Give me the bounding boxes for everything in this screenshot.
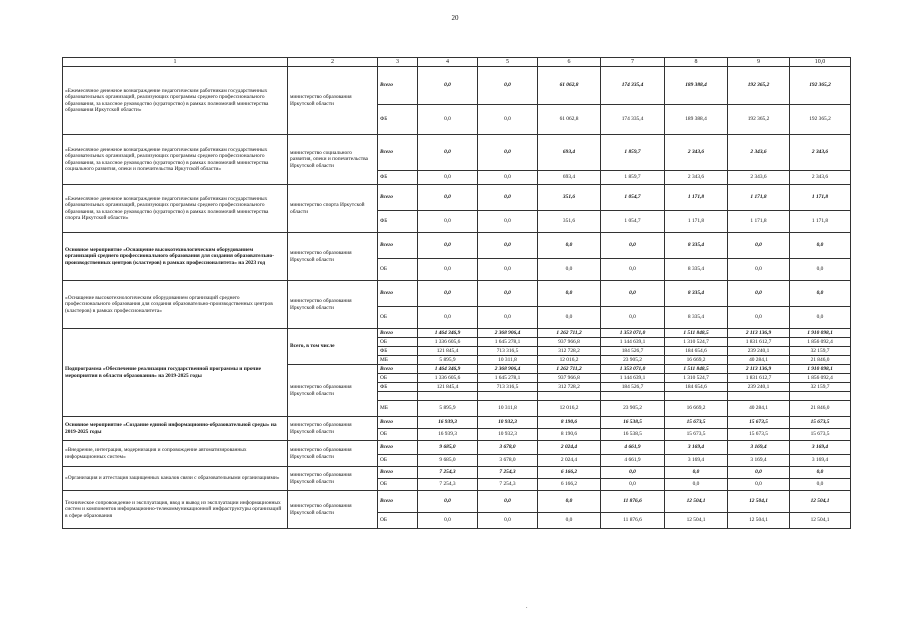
value-cell: 16 939,3 xyxy=(418,429,478,441)
executor-cell: министерство образования Иркутской области xyxy=(288,441,378,467)
table-row xyxy=(63,491,851,513)
value-cell: 0,0 xyxy=(601,233,665,259)
value-cell: 1 353 071,0 xyxy=(601,329,665,338)
value-cell: 0,0 xyxy=(478,135,538,171)
value-cell: 6 166,2 xyxy=(538,467,601,479)
value-cell: 15 673,5 xyxy=(790,429,851,441)
value-cell: 1 054,7 xyxy=(601,211,665,233)
value-cell: 0,0 xyxy=(478,233,538,259)
header-row xyxy=(63,58,851,67)
value-cell: 1 856 092,4 xyxy=(790,374,851,383)
value-cell: 3 169,4 xyxy=(665,455,728,467)
value-cell: 0,0 xyxy=(538,491,601,513)
value-cell: 1 464 346,9 xyxy=(418,329,478,338)
value-cell: 1 831 612,7 xyxy=(728,374,790,383)
funding-source-cell: Всего xyxy=(378,185,418,211)
executor-cell: Всего, в том числе xyxy=(288,329,378,365)
header-cell: 4 xyxy=(418,58,478,67)
value-cell: 1 511 848,5 xyxy=(665,329,728,338)
value-cell: 1 171,8 xyxy=(728,185,790,211)
funding-source-cell: Всего xyxy=(378,233,418,259)
funding-source-cell: ОБ xyxy=(378,338,418,347)
value-cell: 0,0 xyxy=(478,185,538,211)
value-cell: 1 144 639,1 xyxy=(601,338,665,347)
value-cell: 0,0 xyxy=(790,259,851,281)
value-cell: 1 262 711,2 xyxy=(538,329,601,338)
value-cell: 1 310 524,7 xyxy=(665,374,728,383)
value-cell xyxy=(790,392,851,401)
value-cell: 312 728,2 xyxy=(538,347,601,356)
value-cell: 189 388,4 xyxy=(665,67,728,105)
value-cell: 10 311,8 xyxy=(478,401,538,417)
value-cell: 3 169,4 xyxy=(728,455,790,467)
value-cell: 1 171,8 xyxy=(790,211,851,233)
funding-source-cell: ОБ xyxy=(378,307,418,329)
value-cell: 0,0 xyxy=(418,491,478,513)
value-cell: 9 685,0 xyxy=(418,455,478,467)
value-cell: 1 859,7 xyxy=(601,135,665,171)
value-cell: 1 910 098,1 xyxy=(790,329,851,338)
value-cell: 0,0 xyxy=(418,211,478,233)
value-cell: 0,0 xyxy=(478,513,538,529)
value-cell: 0,0 xyxy=(728,233,790,259)
header-cell: 6 xyxy=(538,58,601,67)
funding-source-cell: Всего xyxy=(378,135,418,171)
value-cell: 10 932,3 xyxy=(478,429,538,441)
value-cell: 10 932,3 xyxy=(478,417,538,429)
value-cell: 0,0 xyxy=(478,259,538,281)
footer-mark: . xyxy=(526,604,528,610)
executor-cell: министерство образования Иркутской области xyxy=(288,467,378,491)
value-cell: 1 859,7 xyxy=(601,171,665,185)
value-cell: 3 169,4 xyxy=(665,441,728,455)
value-cell: 16 669,2 xyxy=(665,401,728,417)
value-cell xyxy=(601,392,665,401)
value-cell: 61 062,8 xyxy=(538,105,601,135)
value-cell: 239 240,1 xyxy=(728,347,790,356)
value-cell: 693,4 xyxy=(538,135,601,171)
value-cell: 1 262 711,2 xyxy=(538,365,601,374)
value-cell: 12 016,2 xyxy=(538,356,601,365)
value-cell: 2 343,6 xyxy=(728,171,790,185)
value-cell: 239 240,1 xyxy=(728,383,790,392)
value-cell: 1 645 278,1 xyxy=(478,374,538,383)
funding-source-cell: ОБ xyxy=(378,479,418,491)
value-cell: 12 504,1 xyxy=(728,513,790,529)
value-cell: 0,0 xyxy=(790,233,851,259)
table-row xyxy=(63,441,851,455)
executor-cell: министерство образования Иркутской области xyxy=(288,365,378,417)
value-cell: 12 016,2 xyxy=(538,401,601,417)
funding-source-cell: ОБ xyxy=(378,455,418,467)
value-cell: 937 966,8 xyxy=(538,374,601,383)
value-cell: 937 966,8 xyxy=(538,338,601,347)
funding-source-cell: ОБ xyxy=(378,259,418,281)
activity-name-cell: Основное мероприятие «Оснащение высокотехнологическим оборудованием организаций среднего профессионального образования для создания образовательно-производственных центров (кластеров) в рамках профессионалитета» на 2023 год xyxy=(63,233,288,281)
header-cell: 3 xyxy=(378,58,418,67)
value-cell: 192 365,2 xyxy=(728,105,790,135)
value-cell: 5 895,9 xyxy=(418,356,478,365)
value-cell: 1 336 605,6 xyxy=(418,374,478,383)
table-body xyxy=(63,67,851,529)
header-cell: 5 xyxy=(478,58,538,67)
value-cell: 12 504,1 xyxy=(790,491,851,513)
value-cell: 12 504,1 xyxy=(728,491,790,513)
value-cell: 23 905,2 xyxy=(601,356,665,365)
table-row xyxy=(63,185,851,211)
value-cell: 189 388,4 xyxy=(665,105,728,135)
funding-source-cell: Всего xyxy=(378,467,418,479)
value-cell: 0,0 xyxy=(790,281,851,307)
value-cell: 0,0 xyxy=(728,259,790,281)
funding-source-cell: Всего xyxy=(378,441,418,455)
value-cell: 1 856 092,4 xyxy=(790,338,851,347)
header-cell: 10,0 xyxy=(790,58,851,67)
value-cell: 21 846,0 xyxy=(790,356,851,365)
value-cell: 6 166,2 xyxy=(538,479,601,491)
header-cell: 2 xyxy=(288,58,378,67)
value-cell: 1 171,8 xyxy=(728,211,790,233)
budget-table xyxy=(62,57,851,529)
value-cell: 0,0 xyxy=(478,307,538,329)
value-cell: 7 254,3 xyxy=(418,479,478,491)
value-cell: 15 673,5 xyxy=(665,417,728,429)
activity-name-cell: «Оснащение высокотехнологическим оборудованием организаций среднего профессионального образования для создания образовательно-производственных центров (кластеров) в рамках профессионалитета» xyxy=(63,281,288,329)
funding-source-cell: ФБ xyxy=(378,105,418,135)
value-cell: 0,0 xyxy=(790,467,851,479)
value-cell: 0,0 xyxy=(418,67,478,105)
value-cell xyxy=(665,392,728,401)
value-cell: 0,0 xyxy=(418,233,478,259)
value-cell: 184 654,6 xyxy=(665,347,728,356)
value-cell: 174 335,4 xyxy=(601,105,665,135)
value-cell: 0,0 xyxy=(538,259,601,281)
value-cell: 7 254,3 xyxy=(478,467,538,479)
executor-cell: министерство образования Иркутской области xyxy=(288,67,378,135)
value-cell: 0,0 xyxy=(478,491,538,513)
value-cell: 0,0 xyxy=(665,479,728,491)
value-cell: 16 538,5 xyxy=(601,417,665,429)
value-cell: 8 190,6 xyxy=(538,417,601,429)
value-cell: 0,0 xyxy=(601,467,665,479)
value-cell: 121 845,4 xyxy=(418,383,478,392)
value-cell: 0,0 xyxy=(538,513,601,529)
funding-source-cell: Всего xyxy=(378,329,418,338)
value-cell: 0,0 xyxy=(418,135,478,171)
value-cell: 0,0 xyxy=(418,185,478,211)
value-cell: 1 831 612,7 xyxy=(728,338,790,347)
table-row xyxy=(63,233,851,259)
funding-source-cell: ОБ xyxy=(378,513,418,529)
table-row xyxy=(63,467,851,479)
funding-source-cell: Всего xyxy=(378,67,418,105)
value-cell: 0,0 xyxy=(790,479,851,491)
value-cell: 4 661,9 xyxy=(601,441,665,455)
header-cell: 9 xyxy=(728,58,790,67)
value-cell: 1 336 605,6 xyxy=(418,338,478,347)
value-cell: 0,0 xyxy=(538,233,601,259)
value-cell: 2 113 136,9 xyxy=(728,329,790,338)
value-cell: 21 846,0 xyxy=(790,401,851,417)
funding-source-cell xyxy=(378,392,418,401)
value-cell: 192 365,2 xyxy=(790,105,851,135)
funding-source-cell: ОБ xyxy=(378,429,418,441)
value-cell xyxy=(728,392,790,401)
value-cell: 0,0 xyxy=(478,281,538,307)
funding-source-cell: ФБ xyxy=(378,211,418,233)
value-cell: 16 669,2 xyxy=(665,356,728,365)
value-cell: 61 062,8 xyxy=(538,67,601,105)
header-cell: 8 xyxy=(665,58,728,67)
header-cell: 7 xyxy=(601,58,665,67)
value-cell: 174 335,4 xyxy=(601,67,665,105)
value-cell: 8 335,4 xyxy=(665,259,728,281)
activity-name-cell: «Ежемесячное денежное вознаграждение педагогическим работникам государственных образовательных организаций, реализующих программы среднего профессионального образования, за классное руководство (кураторство) в рамках полномочий министерства образования Иркутской области» xyxy=(63,67,288,135)
value-cell: 1 511 848,5 xyxy=(665,365,728,374)
value-cell xyxy=(538,392,601,401)
funding-source-cell: МБ xyxy=(378,356,418,365)
value-cell: 0,0 xyxy=(601,281,665,307)
value-cell: 1 645 278,1 xyxy=(478,338,538,347)
value-cell: 16 538,5 xyxy=(601,429,665,441)
value-cell: 2 343,6 xyxy=(790,171,851,185)
value-cell: 3 169,4 xyxy=(790,455,851,467)
value-cell: 9 685,0 xyxy=(418,441,478,455)
value-cell: 192 365,2 xyxy=(728,67,790,105)
value-cell: 3 678,0 xyxy=(478,441,538,455)
value-cell: 2 368 906,4 xyxy=(478,329,538,338)
value-cell: 121 845,4 xyxy=(418,347,478,356)
value-cell: 351,6 xyxy=(538,185,601,211)
funding-source-cell: Всего xyxy=(378,281,418,307)
funding-source-cell: Всего xyxy=(378,365,418,374)
value-cell: 2 024,4 xyxy=(538,441,601,455)
value-cell: 4 661,9 xyxy=(601,455,665,467)
value-cell: 15 673,5 xyxy=(728,417,790,429)
value-cell: 1 353 071,0 xyxy=(601,365,665,374)
executor-cell: министерство образования Иркутской области xyxy=(288,281,378,329)
value-cell: 1 144 639,1 xyxy=(601,374,665,383)
activity-name-cell: «Внедрение, интеграция, модернизация и сопровождение автоматизированных информационных систем» xyxy=(63,441,288,467)
value-cell xyxy=(418,392,478,401)
value-cell: 15 673,5 xyxy=(728,429,790,441)
value-cell: 0,0 xyxy=(601,259,665,281)
funding-source-cell: Всего xyxy=(378,491,418,513)
value-cell: 15 673,5 xyxy=(665,429,728,441)
value-cell: 0,0 xyxy=(418,513,478,529)
value-cell xyxy=(478,392,538,401)
activity-name-cell: «Ежемесячное денежное вознаграждение педагогическим работникам государственных образовательных организаций, реализующих программы среднего профессионального образования, за классное руководство (кураторство) в рамках полномочий министерства спорта Иркутской области» xyxy=(63,185,288,233)
table-row xyxy=(63,67,851,105)
value-cell: 0,0 xyxy=(538,307,601,329)
value-cell: 40 284,1 xyxy=(728,356,790,365)
value-cell: 1 464 346,9 xyxy=(418,365,478,374)
value-cell: 7 254,3 xyxy=(478,479,538,491)
value-cell: 7 254,3 xyxy=(418,467,478,479)
value-cell: 12 504,1 xyxy=(665,491,728,513)
value-cell: 2 343,6 xyxy=(665,135,728,171)
value-cell: 0,0 xyxy=(478,171,538,185)
value-cell: 32 159,7 xyxy=(790,383,851,392)
value-cell: 1 910 098,1 xyxy=(790,365,851,374)
activity-name-cell: Подпрограмма «Обеспечение реализации государственной программы и прочие мероприятия в области образования» на 2019-2025 годы xyxy=(63,329,288,417)
value-cell: 0,0 xyxy=(478,105,538,135)
value-cell: 12 504,1 xyxy=(665,513,728,529)
value-cell: 0,0 xyxy=(418,171,478,185)
table-row xyxy=(63,281,851,307)
value-cell: 15 673,5 xyxy=(790,417,851,429)
value-cell: 2 343,6 xyxy=(790,135,851,171)
value-cell: 10 311,8 xyxy=(478,356,538,365)
funding-source-cell: ФБ xyxy=(378,383,418,392)
activity-name-cell: Основное мероприятие «Создание единой информационно-образовательной среды» на 2019-2025 годы xyxy=(63,417,288,441)
value-cell: 0,0 xyxy=(418,105,478,135)
executor-cell: министерство образования Иркутской области xyxy=(288,417,378,441)
value-cell: 0,0 xyxy=(728,307,790,329)
value-cell: 0,0 xyxy=(478,211,538,233)
value-cell: 11 876,6 xyxy=(601,491,665,513)
value-cell: 192 365,2 xyxy=(790,67,851,105)
funding-source-cell: ФБ xyxy=(378,171,418,185)
value-cell: 0,0 xyxy=(601,307,665,329)
value-cell: 0,0 xyxy=(418,281,478,307)
funding-source-cell: ФБ xyxy=(378,347,418,356)
table-row xyxy=(63,329,851,338)
value-cell: 3 169,4 xyxy=(790,441,851,455)
value-cell: 2 024,4 xyxy=(538,455,601,467)
value-cell: 8 335,4 xyxy=(665,281,728,307)
activity-name-cell: «Организация и аттестация защищенных каналов связи с образовательными организациями» xyxy=(63,467,288,491)
value-cell: 23 905,2 xyxy=(601,401,665,417)
funding-source-cell: Всего xyxy=(378,417,418,429)
executor-cell: министерство спорта Иркутской области xyxy=(288,185,378,233)
value-cell: 0,0 xyxy=(728,479,790,491)
value-cell: 0,0 xyxy=(418,259,478,281)
value-cell: 8 190,6 xyxy=(538,429,601,441)
value-cell: 1 171,8 xyxy=(790,185,851,211)
value-cell: 11 876,6 xyxy=(601,513,665,529)
value-cell: 312 728,2 xyxy=(538,383,601,392)
value-cell: 1 054,7 xyxy=(601,185,665,211)
value-cell: 713 316,5 xyxy=(478,383,538,392)
value-cell: 2 343,6 xyxy=(728,135,790,171)
value-cell: 0,0 xyxy=(665,467,728,479)
table-row xyxy=(63,135,851,171)
value-cell: 8 335,4 xyxy=(665,307,728,329)
value-cell: 8 335,4 xyxy=(665,233,728,259)
value-cell: 0,0 xyxy=(478,67,538,105)
value-cell: 1 171,8 xyxy=(665,185,728,211)
value-cell: 0,0 xyxy=(790,307,851,329)
value-cell: 1 171,8 xyxy=(665,211,728,233)
table-row xyxy=(63,417,851,429)
executor-cell: министерство образования Иркутской области xyxy=(288,233,378,281)
activity-name-cell: Техническое сопровождение и эксплуатация, ввод и вывод из эксплуатации информационных систем и компонентов информационно-телекоммуникационной инфраструктуры организаций в сфере образования xyxy=(63,491,288,529)
value-cell: 0,0 xyxy=(418,307,478,329)
executor-cell: министерство образования Иркутской области xyxy=(288,491,378,529)
page-number: 20 xyxy=(451,14,459,22)
value-cell: 693,4 xyxy=(538,171,601,185)
header-cell: 1 xyxy=(63,58,288,67)
activity-name-cell: «Ежемесячное денежное вознаграждение педагогическим работникам государственных образовательных организаций, реализующих программы среднего профессионального образования, за классное руководство (кураторство) в рамках полномочий министерства социального развития, опеки и попечительства Иркутской области» xyxy=(63,135,288,185)
value-cell: 0,0 xyxy=(601,479,665,491)
value-cell: 40 284,1 xyxy=(728,401,790,417)
value-cell: 12 504,1 xyxy=(790,513,851,529)
value-cell: 184 526,7 xyxy=(601,383,665,392)
executor-cell: министерство социального развития, опеки и попечительства Иркутской области xyxy=(288,135,378,185)
value-cell: 0,0 xyxy=(728,281,790,307)
value-cell: 713 316,5 xyxy=(478,347,538,356)
funding-source-cell: ОБ xyxy=(378,374,418,383)
value-cell: 351,6 xyxy=(538,211,601,233)
value-cell: 2 368 906,4 xyxy=(478,365,538,374)
value-cell: 2 343,6 xyxy=(665,171,728,185)
value-cell: 32 159,7 xyxy=(790,347,851,356)
value-cell: 5 895,9 xyxy=(418,401,478,417)
value-cell: 3 169,4 xyxy=(728,441,790,455)
value-cell: 16 939,3 xyxy=(418,417,478,429)
value-cell: 3 678,0 xyxy=(478,455,538,467)
funding-source-cell: МБ xyxy=(378,401,418,417)
value-cell: 0,0 xyxy=(538,281,601,307)
value-cell: 184 526,7 xyxy=(601,347,665,356)
value-cell: 0,0 xyxy=(728,467,790,479)
value-cell: 184 654,6 xyxy=(665,383,728,392)
value-cell: 2 113 136,9 xyxy=(728,365,790,374)
value-cell: 1 310 524,7 xyxy=(665,338,728,347)
